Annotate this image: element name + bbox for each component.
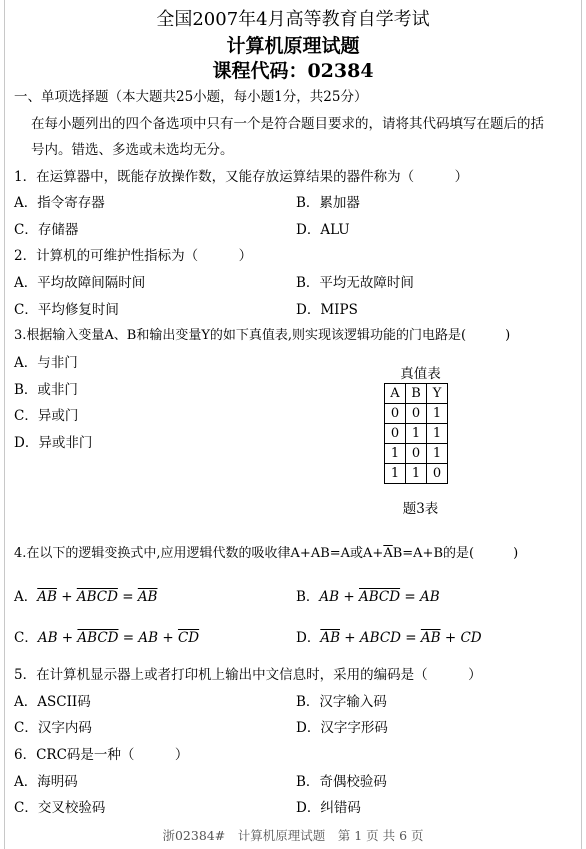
truth-table-caption: 真值表 <box>400 366 441 382</box>
question-3-option-a: A．与非门 <box>14 355 78 371</box>
question-3-option-c: C．异或门 <box>14 408 79 424</box>
truth-table-header-y: Y <box>427 384 448 404</box>
question-5-option-b: B．汉字输入码 <box>296 694 387 710</box>
truth-table-cell: 1 <box>406 424 427 444</box>
question-4-option-c-label: C． <box>14 630 38 646</box>
question-2-option-d: D．MIPS <box>296 302 358 318</box>
instruction-line-1: 在每小题列出的四个备选项中只有一个是符合题目要求的，请将其代码填写在题后的括 <box>31 116 544 132</box>
question-6-option-d: D．纠错码 <box>296 800 361 816</box>
question-1-option-b: B．累加器 <box>296 195 360 211</box>
question-6-option-a: A．海明码 <box>14 774 78 790</box>
question-4-option-b <box>296 588 440 606</box>
truth-table-cell: 1 <box>385 464 406 484</box>
question-5-stem: 5．在计算机显示器上或者打印机上输出中文信息时，采用的编码是（ ） <box>14 667 482 683</box>
truth-table <box>384 383 448 484</box>
subject-title: 计算机原理试题 <box>226 35 360 57</box>
truth-table-cell: 0 <box>406 404 427 424</box>
page-footer: 浙02384# 计算机原理试题 第 1 页 共 6 页 <box>162 828 424 843</box>
question-5-option-d: D．汉字字形码 <box>296 720 388 736</box>
question-4-stem-part-1: 4.在以下的逻辑变换式中,应用逻辑代数的吸收律A+AB=A或A+ <box>14 546 384 561</box>
truth-table-cell: 1 <box>385 444 406 464</box>
truth-table-cell: 1 <box>427 444 448 464</box>
course-code: 课程代码：02384 <box>212 60 374 82</box>
question-2-option-a: A．平均故障间隔时间 <box>14 275 146 291</box>
question-4-option-a-formula: $\overline{AB}$ + ABCD = $\overline{AB}$ <box>37 589 158 605</box>
truth-table-cell: 0 <box>385 404 406 424</box>
truth-table-cell: 0 <box>427 464 448 484</box>
question-2-option-b: B．平均无故障时间 <box>296 275 414 291</box>
section-heading: 一、单项选择题（本大题共25小题，每小题1分，共25分） <box>14 89 368 105</box>
page-edge-left <box>4 0 5 849</box>
question-1-option-c: C．存储器 <box>14 222 79 238</box>
question-6-stem: 6．CRC码是一种（ ） <box>14 747 189 763</box>
truth-table-cell: 1 <box>427 424 448 444</box>
question-4-stem-overline: $\overline{A}$ <box>383 546 393 561</box>
page-edge-right <box>581 0 582 849</box>
question-4-option-c-formula: AB + ABCD = AB + $\overline{CD}$ <box>37 630 200 646</box>
question-4-option-c <box>14 629 199 647</box>
question-3-stem: 3.根据输入变量A、B和输出变量Y的如下真值表,则实现该逻辑功能的门电路是( ) <box>14 328 511 343</box>
question-2-stem: 2．计算机的可维护性指标为（ ） <box>14 248 253 264</box>
question-6-option-b: B．奇偶校验码 <box>296 774 387 790</box>
question-5-option-c: C．汉字内码 <box>14 720 92 736</box>
question-3-option-d: D．异或非门 <box>14 435 93 451</box>
question-4-option-a-label: A． <box>14 589 38 605</box>
question-3-option-b: B．或非门 <box>14 382 78 398</box>
question-4-stem <box>14 545 518 563</box>
exam-title: 全国2007年4月高等教育自学考试 <box>156 9 430 30</box>
truth-table-row <box>385 424 448 444</box>
question-6-option-c: C．交叉校验码 <box>14 800 106 816</box>
question-4-option-b-label: B． <box>296 589 320 605</box>
question-2-option-c: C．平均修复时间 <box>14 302 119 318</box>
truth-table-header-b: B <box>406 384 427 404</box>
question-1-option-d: D．ALU <box>296 222 350 238</box>
truth-table-label: 题3表 <box>402 501 439 517</box>
truth-table-cell: 0 <box>406 444 427 464</box>
question-4-option-b-formula: AB + ABCD = AB <box>319 589 440 605</box>
question-4-option-a <box>14 588 157 606</box>
truth-table-row <box>385 404 448 424</box>
instruction-line-2: 号内。错选、多选或未选均无分。 <box>31 142 234 158</box>
question-1-stem: 1．在运算器中，既能存放操作数，又能存放运算结果的器件称为（ ） <box>14 169 469 185</box>
question-4-option-d <box>296 629 482 647</box>
truth-table-cell: 1 <box>427 404 448 424</box>
question-4-option-d-formula: $\overline{AB}$ + ABCD = $\overline{AB}$ + CD <box>320 630 482 646</box>
question-5-option-a: A．ASCII码 <box>14 694 91 710</box>
truth-table-header-a: A <box>385 384 406 404</box>
question-4-stem-part-2: B=A+B的是( ) <box>392 546 519 561</box>
truth-table-row <box>385 464 448 484</box>
question-1-option-a: A．指令寄存器 <box>14 195 105 211</box>
truth-table-header-row <box>385 384 448 404</box>
question-4-option-d-label: D． <box>296 630 321 646</box>
truth-table-cell: 0 <box>385 424 406 444</box>
truth-table-row <box>385 444 448 464</box>
truth-table-cell: 1 <box>406 464 427 484</box>
